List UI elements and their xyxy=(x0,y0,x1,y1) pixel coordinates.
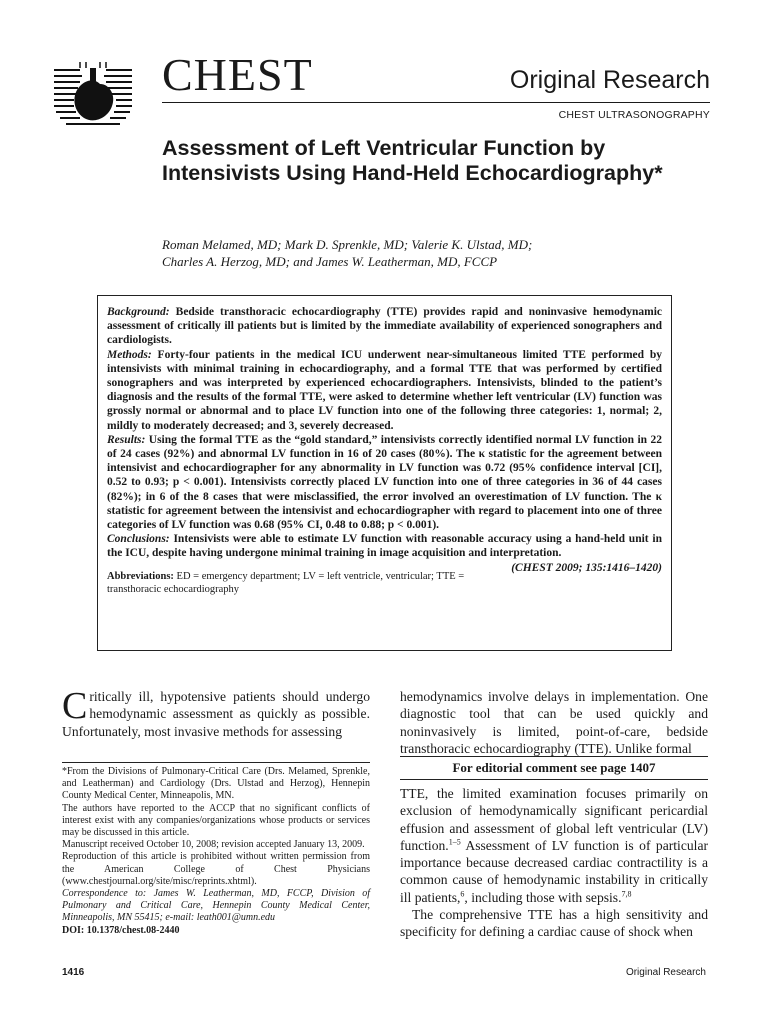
editorial-rule-top xyxy=(400,756,708,757)
paragraph-2b: Assessment of LV function is of particular importance because decreased cardiac contractility is a common cause of hemodynamic instability in critically ill patients, xyxy=(400,837,708,905)
page-number: 1416 xyxy=(62,967,85,978)
reference-6: 6 xyxy=(460,889,465,899)
conclusions-label: Conclusions: xyxy=(107,533,170,546)
body-left-column xyxy=(62,685,370,740)
methods-label: Methods: xyxy=(107,348,152,361)
background-text: Bedside transthoracic echocardiography (TTE) provides rapid and noninvasive hemodynamic assessment of critically ill patients but is limited by the immediate availability of experienced sonographers and cardiologists. xyxy=(107,306,662,347)
conclusions-text: Intensivists were able to estimate LV function with reasonable accuracy using a hand-held unit in the ICU, despite having undergone minimal training in image acquisition and interpretation. xyxy=(107,533,663,560)
paragraph-2c: , including those with sepsis. xyxy=(464,889,622,905)
footnote-rule xyxy=(62,762,370,763)
authors-line-1: Roman Melamed, MD; Mark D. Sprenkle, MD; Valerie K. Ulstad, MD; xyxy=(162,237,533,252)
footer-section: Original Research xyxy=(625,967,706,978)
footnote-affiliation: *From the Divisions of Pulmonary-Critical Care (Drs. Melamed, Sprenkle, and Leatherman) and Cardiology (Drs. Ulstad and Herzog), Hennepin County Medical Center, Minneapolis, MN. xyxy=(62,766,370,802)
abstract-text xyxy=(107,305,663,574)
results-text: Using the formal TTE as the “gold standard,” intensivists correctly identified normal LV function in 22 of 24 cases (92%) and abnormal LV function in 16 of 20 cases (80%). The κ statistic for the agreement between intensivist and echocardiographer for any abnormality in LV function was 0.72 (95% confidence interval [CI], 0.52 to 0.93; p < 0.001). Intensivists correctly placed LV function into one of three categories in 36 of 44 cases (82%); in 6 of the 8 cases that were misclassified, the error involved an overestimation of LV function. The κ statistic for agreement between the intensivist and echocardiographer with regard to placement into one of three categories of LV function was 0.68 (95% CI, 0.48 to 0.88; p < 0.001). xyxy=(107,433,663,532)
abbreviations-label: Abbreviations: xyxy=(107,570,174,582)
methods-text: Forty-four patients in the medical ICU underwent near-simultaneous limited TTE performed by intensivists with minimal training in echocardiography, and a formal TTE that was performed by certified sonographers and was interpreted by experienced echocardiographers. Intensivists, blinded to the patient’s diagnosis and the results of the formal TTE, were asked to determine whether left ventricular (LV) function was grossly normal or abnormal and to place LV function into one of the following three categories: 1, normal; 2, mildly to moderately decreased; and 3, severely decreased. xyxy=(107,348,663,432)
drop-cap: C xyxy=(62,685,88,727)
abstract-box xyxy=(97,295,672,651)
subsection-label: CHEST ULTRASONOGRAPHY xyxy=(558,109,710,121)
authors-line-2: Charles A. Herzog, MD; and James W. Leatherman, MD, FCCP xyxy=(162,254,498,269)
results-label: Results: xyxy=(107,433,146,446)
section-label: Original Research xyxy=(509,66,710,94)
editorial-comment: For editorial comment see page 1407 xyxy=(400,760,708,780)
journal-logo-icon xyxy=(50,58,136,136)
body-right-column-top: hemodynamics involve delays in implementation. One diagnostic tool that can be used quickly and noninvasively is limited, point-of-care, bedside transthoracic echocardiography (TTE). Unlike formal xyxy=(400,689,708,756)
paragraph-3: The comprehensive TTE has a high sensitivity and specificity for defining a cardiac cause of shock when xyxy=(400,907,708,940)
abbreviations-text: ED = emergency department; LV = left ventricle, ventricular; TTE = transthoracic echocardiography xyxy=(107,570,465,595)
paragraph-2a: TTE, the limited examination focuses primarily on exclusion of hemodynamically significant pericardial effusion and assessment of global left ventricular (LV) function. xyxy=(400,786,708,853)
journal-name: CHEST xyxy=(162,49,313,100)
reference-7-8: 7,8 xyxy=(621,889,632,899)
footnote-correspondence: Correspondence to: James W. Leatherman, MD, FCCP, Division of Pulmonary and Critical Care, Hennepin County Medical Center, Minneapolis, MN 55415; e-mail: leath001@umn.edu xyxy=(62,888,370,924)
footnote-doi: DOI: 10.1378/chest.08-2440 xyxy=(62,924,180,936)
intro-paragraph: ritically ill, hypotensive patients should undergo hemodynamic assessment as quickly as possible. Unfortunately, most invasive methods for assessing xyxy=(62,689,370,739)
body-right-column-bottom xyxy=(400,785,708,941)
footnote-conflict: The authors have reported to the ACCP that no significant conflicts of interest exist with any companies/organizations whose products or services may be discussed in this article. xyxy=(62,802,370,839)
article-title: Assessment of Left Ventricular Function by Intensivists Using Hand-Held Echocardiography* xyxy=(162,136,663,185)
background-label: Background: xyxy=(107,306,170,318)
citation: (CHEST 2009; 135:1416–1420) xyxy=(511,561,662,574)
author-list xyxy=(162,236,632,270)
footnote-reproduction: Reproduction of this article is prohibited without written permission from the American College of Chest Physicians (www.chestjournal.org/site/misc/reprints.xhtml). xyxy=(62,851,370,887)
header-rule xyxy=(162,102,710,103)
reference-1-5: 1–5 xyxy=(448,837,461,847)
footnotes xyxy=(62,766,370,937)
footnote-received: Manuscript received October 10, 2008; revision accepted January 13, 2009. xyxy=(62,839,365,851)
